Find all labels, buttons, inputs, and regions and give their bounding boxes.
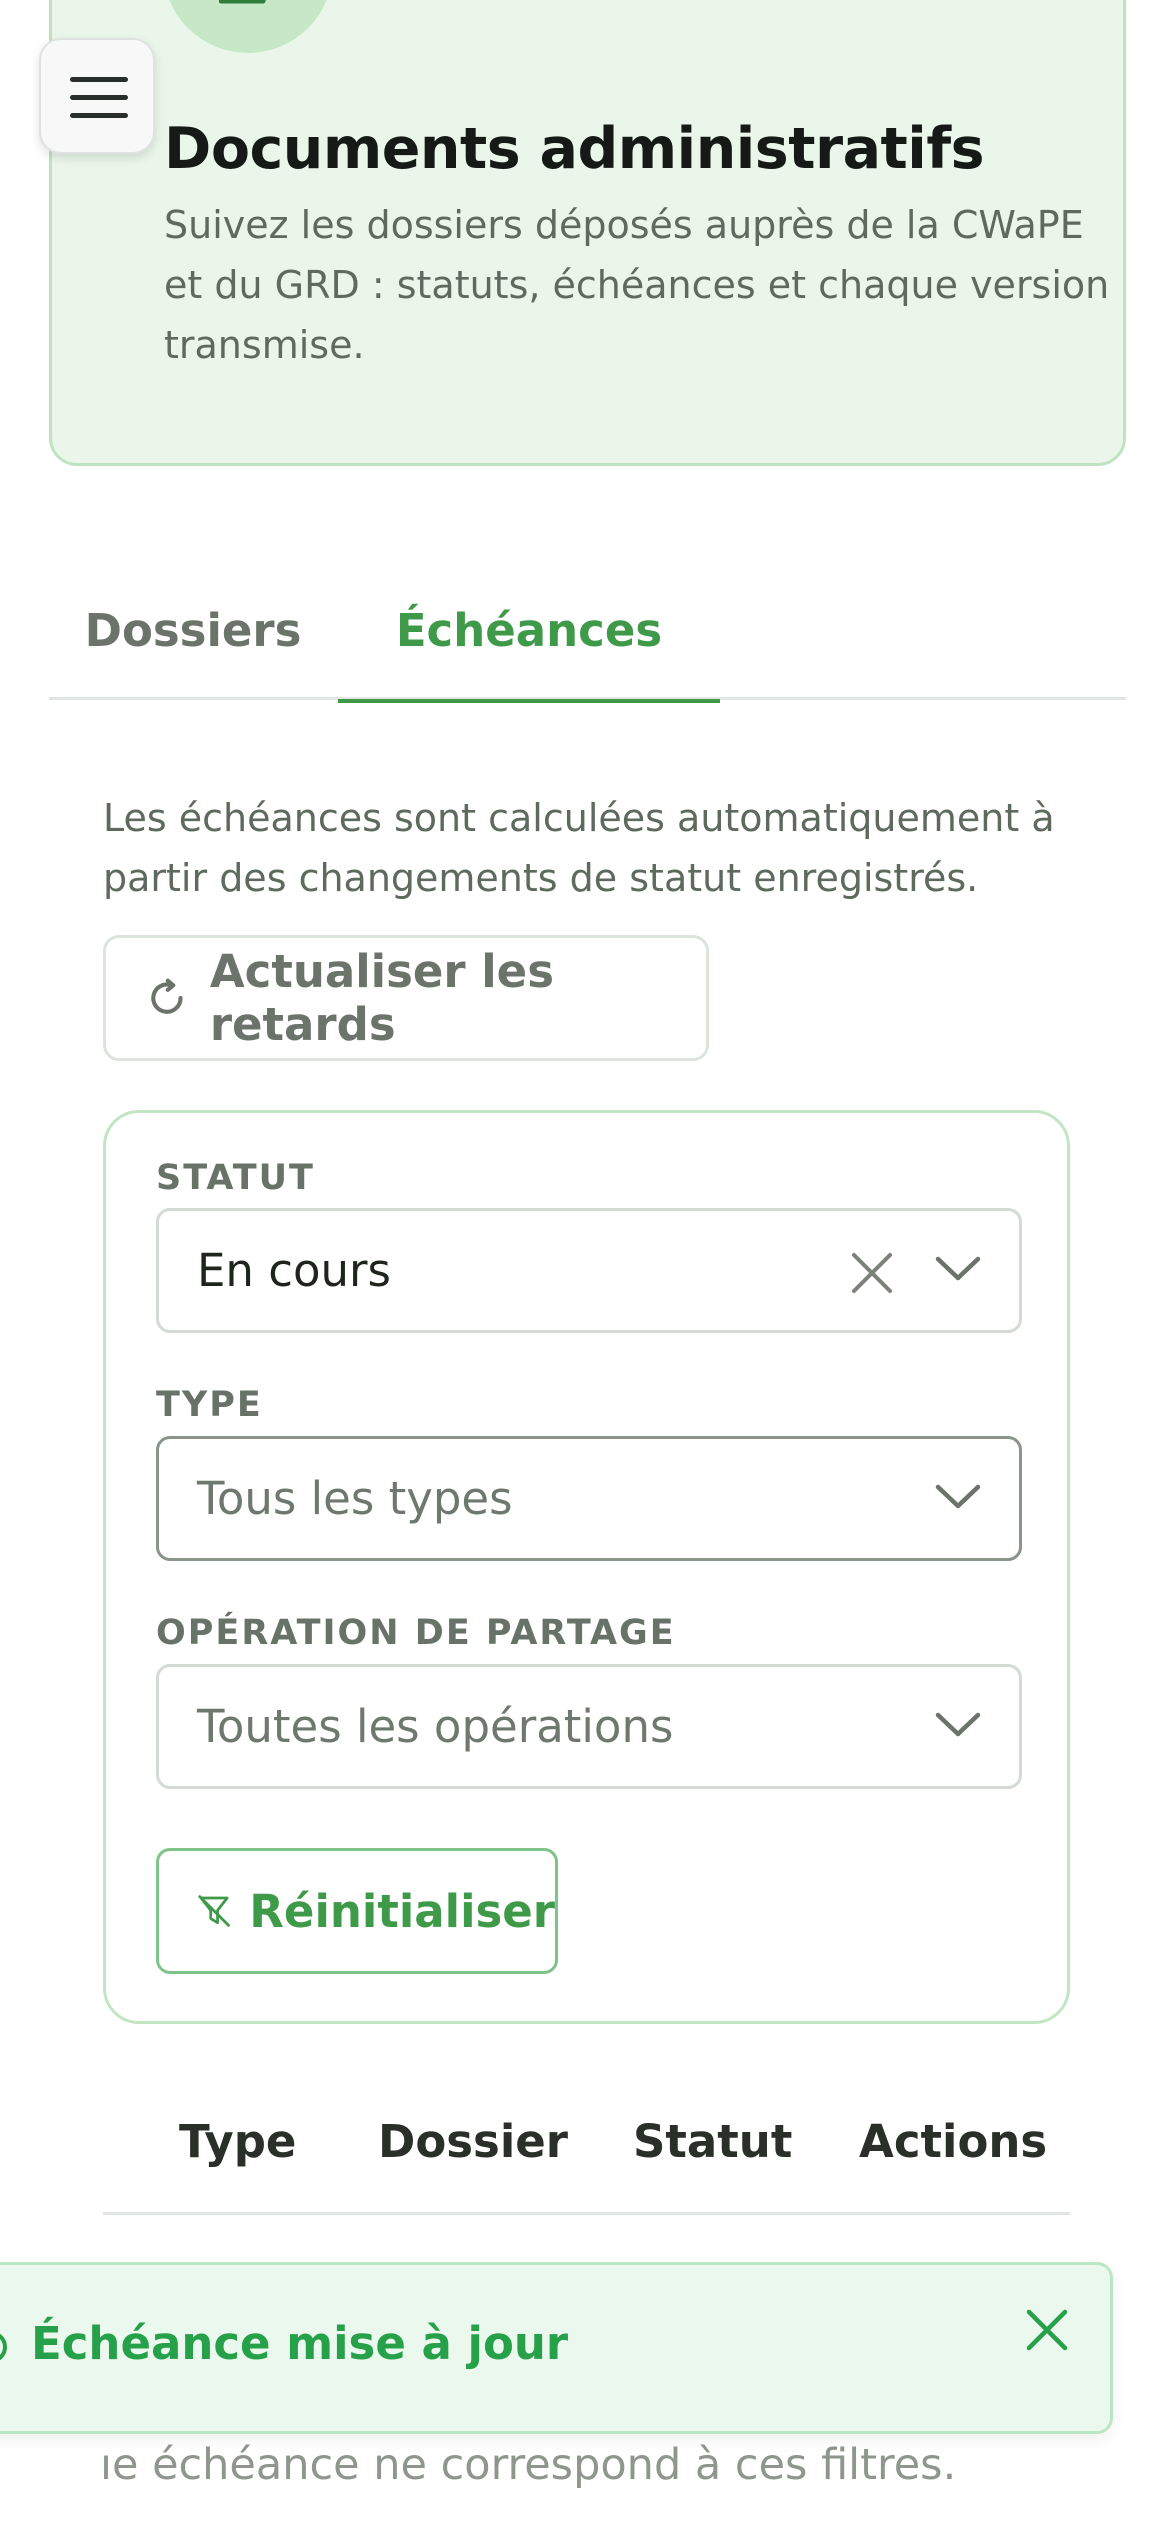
- reset-filters-button[interactable]: [156, 1848, 558, 1974]
- toast-notification: [0, 2262, 1113, 2434]
- header-card: [49, 0, 1126, 466]
- info-text: Les échéances sont calculées automatiquement à partir des changements de statut enregistrés.: [103, 796, 1055, 900]
- column-header-actions: Actions: [859, 2115, 1048, 2168]
- folder-icon: [163, 0, 333, 53]
- column-header-statut[interactable]: Statut: [633, 2115, 793, 2168]
- type-label: TYPE: [156, 1385, 263, 1425]
- statut-label: STATUT: [156, 1158, 315, 1198]
- empty-state-text: ıe échéance ne correspond à ces filtres.: [100, 2440, 957, 2490]
- operation-placeholder: Toutes les opérations: [197, 1700, 674, 1753]
- refresh-delays-label: Actualiser les retards: [209, 945, 554, 1051]
- page-description: Suivez les dossiers déposés auprès de la CWaPE et du GRD : statuts, échéances et chaque version transmise.: [164, 203, 1110, 367]
- chevron-down-icon: [935, 1255, 981, 1283]
- refresh-delays-button[interactable]: [103, 935, 709, 1061]
- statut-value: En cours: [197, 1244, 391, 1297]
- tab-bar: [49, 560, 1126, 700]
- check-circle-icon: [0, 2327, 23, 2367]
- tab-echeances[interactable]: Échéances: [338, 560, 720, 700]
- chevron-down-icon: [935, 1711, 981, 1739]
- column-header-dossier[interactable]: Dossier: [378, 2115, 568, 2168]
- chevron-down-icon: [935, 1483, 981, 1511]
- refresh-icon: [146, 975, 188, 1021]
- column-header-type[interactable]: Type: [179, 2115, 297, 2168]
- filter-panel: [103, 1110, 1070, 2024]
- clear-icon[interactable]: [850, 1251, 894, 1295]
- toast-message: Échéance mise à jour: [31, 2317, 569, 2370]
- filter-off-icon: [197, 1886, 231, 1936]
- table-header: [103, 2095, 1070, 2215]
- page-title: Documents administratifs: [164, 116, 985, 182]
- tab-dossiers[interactable]: Dossiers: [84, 603, 302, 657]
- type-placeholder: Tous les types: [197, 1472, 513, 1525]
- close-icon[interactable]: [1024, 2307, 1070, 2353]
- menu-button[interactable]: [39, 38, 155, 154]
- operation-select[interactable]: [156, 1664, 1022, 1789]
- statut-select[interactable]: [156, 1208, 1022, 1333]
- type-select[interactable]: [156, 1436, 1022, 1561]
- operation-label: OPÉRATION DE PARTAGE: [156, 1613, 676, 1653]
- reset-filters-label: Réinitialiser: [249, 1884, 555, 1938]
